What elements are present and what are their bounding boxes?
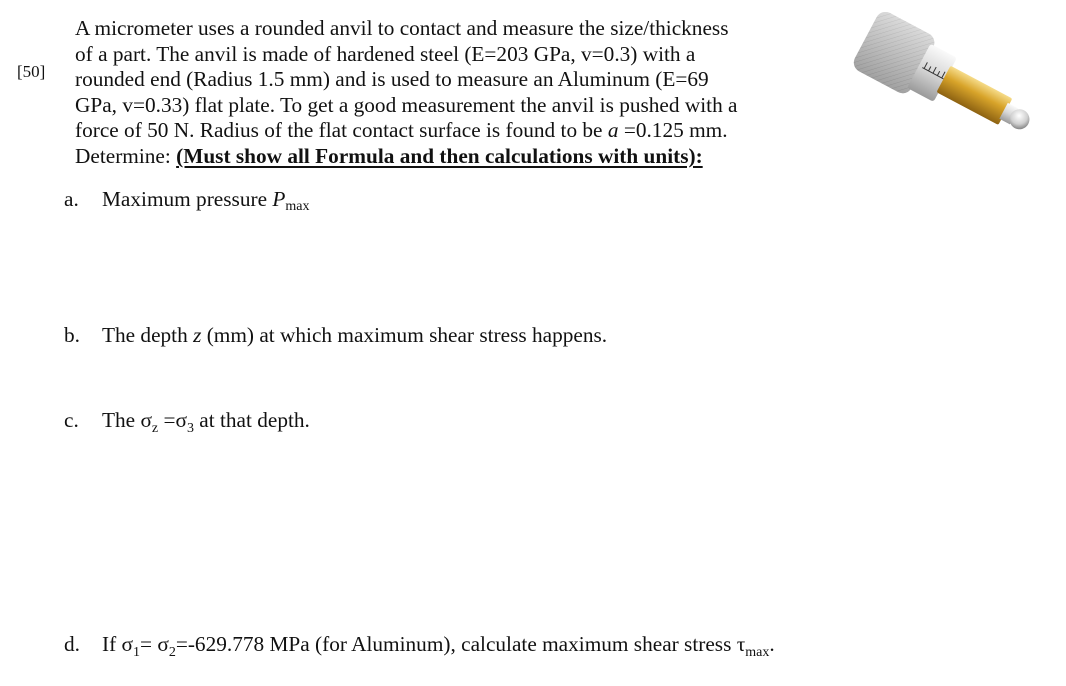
instruction-text: (Must show all Formula and then calculations with units): <box>176 143 703 168</box>
question-d-sigma-1: σ <box>121 632 133 656</box>
statement-line-5 <box>75 118 835 144</box>
question-b-text-after: (mm) at which maximum shear stress happens. <box>201 323 608 347</box>
statement-line-5-suffix: =0.125 mm. <box>618 118 728 143</box>
question-c-sigma-3: σ <box>175 408 187 432</box>
statement-line-2: of a part. The anvil is made of hardened steel (E=203 GPa, v=0.3) with a <box>75 41 696 66</box>
determine-line <box>75 144 835 170</box>
question-a-letter: a. <box>64 187 79 211</box>
question-b-letter: b. <box>64 323 80 347</box>
question-b-text-before: The depth <box>102 323 194 347</box>
question-c-text-after: at that depth. <box>193 408 310 432</box>
question-a <box>64 186 309 220</box>
question-c-equals: = <box>158 408 176 432</box>
statement-line-3: rounded end (Radius 1.5 mm) and is used to measure an Aluminum (E=69 <box>75 67 709 92</box>
question-c-sub-3: 3 <box>186 421 194 436</box>
question-d-tau: τ <box>736 632 746 656</box>
problem-statement <box>75 16 835 170</box>
question-d-text-before: If <box>102 632 122 656</box>
question-a-text: Maximum pressure <box>102 187 273 211</box>
question-c-letter: c. <box>64 408 79 432</box>
micrometer-anvil-icon <box>848 8 1046 158</box>
question-c-sigma-z: σ <box>140 408 152 432</box>
question-b <box>64 322 607 348</box>
statement-line-5-prefix: force of 50 N. Radius of the flat contact surface is found to be <box>75 118 608 143</box>
question-d-text-mid: =-629.778 MPa (for Aluminum), calculate maximum shear stress <box>175 632 737 656</box>
question-a-var: P <box>272 187 286 211</box>
question-d-period: . <box>769 632 775 656</box>
question-d-eq1: = <box>140 632 158 656</box>
question-c-text-before: The <box>102 408 141 432</box>
determine-label: Determine: <box>75 143 177 168</box>
question-d-sigma-2: σ <box>157 632 169 656</box>
points-label: [50] <box>17 62 46 81</box>
statement-line-4: GPa, v=0.33) flat plate. To get a good measurement the anvil is pushed with a <box>75 92 738 117</box>
statement-line-1: A micrometer uses a rounded anvil to contact and measure the size/thickness <box>75 16 729 40</box>
question-d-letter: d. <box>64 632 80 656</box>
question-c-sub-z: z <box>151 421 159 436</box>
question-d-sub-max: max <box>745 645 770 660</box>
question-b-var: z <box>193 323 202 347</box>
question-d-sub-1: 1 <box>133 645 140 660</box>
question-a-sub: max <box>285 199 310 214</box>
question-c <box>64 407 310 442</box>
radius-variable: a <box>607 118 619 143</box>
question-d <box>64 631 775 666</box>
question-d-sub-2: 2 <box>168 645 176 660</box>
